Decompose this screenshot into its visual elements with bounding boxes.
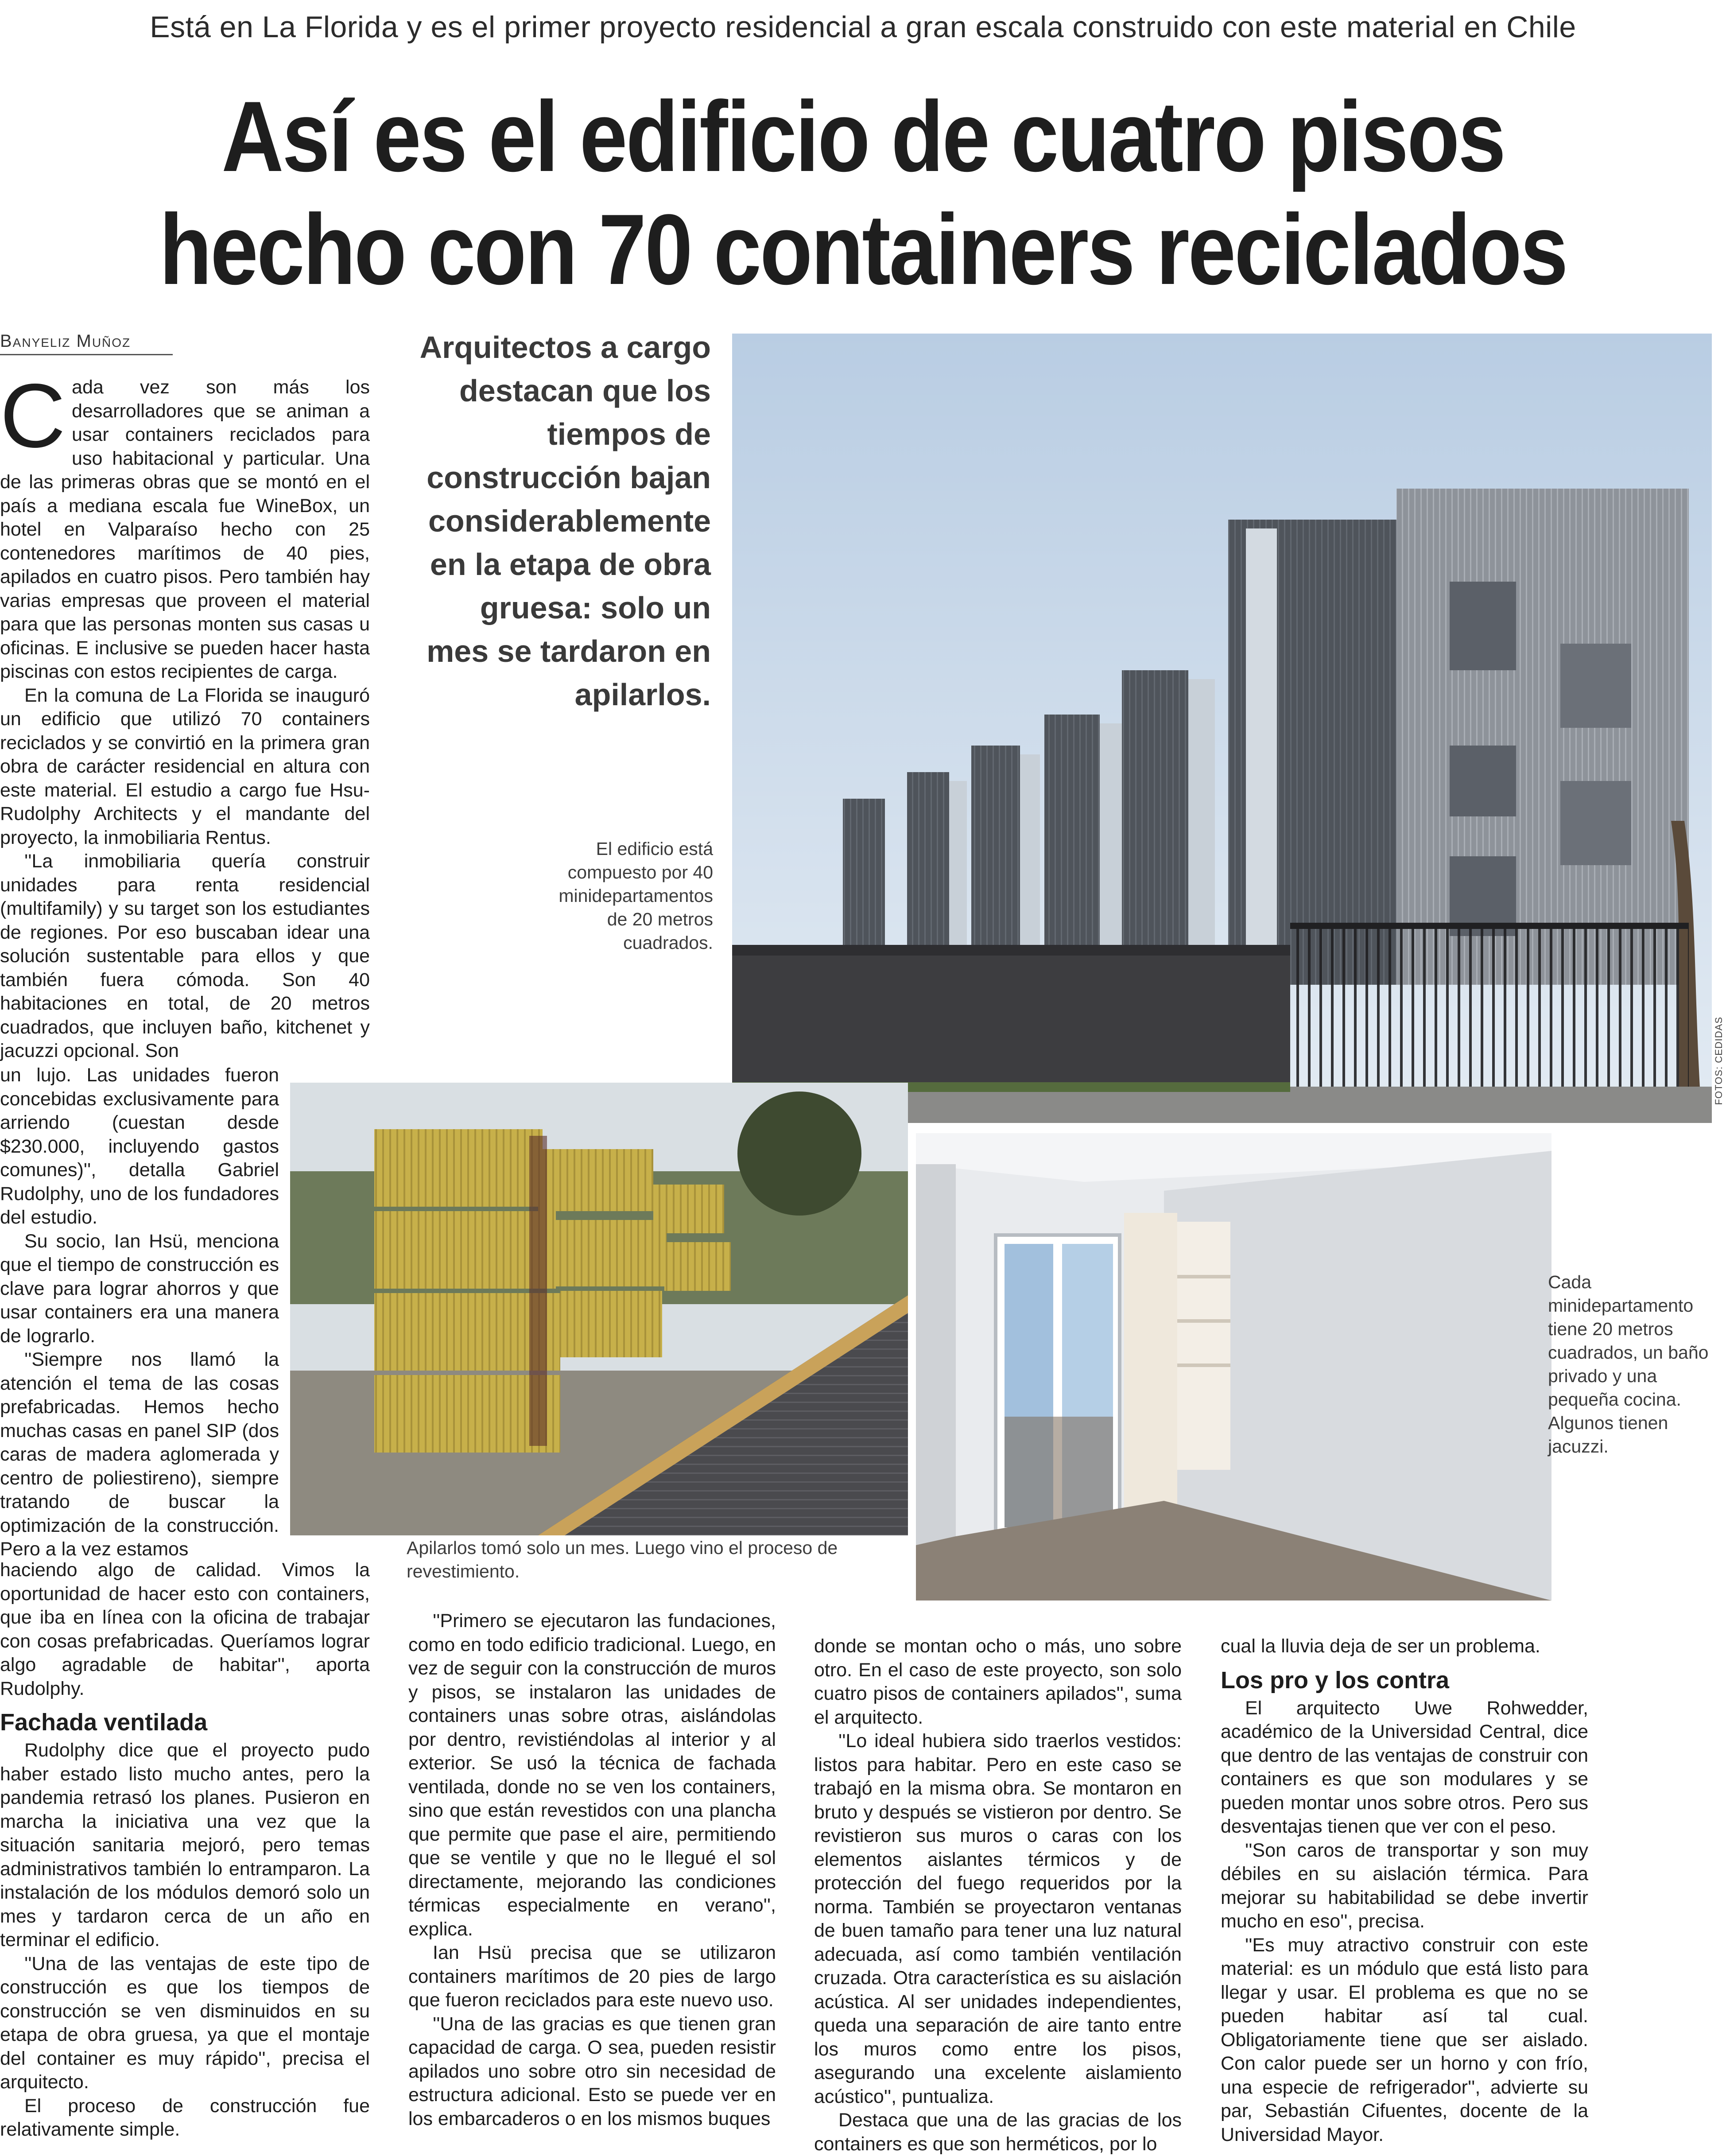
interior-photo (916, 1133, 1551, 1600)
building-photo (732, 334, 1712, 1123)
paragraph: ''Primero se ejecutaron las fundaciones, como en todo edificio tradicional. Luego, en vez de seguir con la construcción de muros y pisos, se instalaron las unidades de containers unas sobre otras, aislándolas por dentro, revistiéndolas al interior y al exterior. Se usó la técnica de fachada ventilada, donde no se ven los containers, sino que están revestidos con una plancha que permite que pase el aire, permitiendo que se ventile y que no le llegué el sol directamente, mejorando las condiciones térmicas especialmente en verano'', explica. (408, 1610, 776, 1940)
containers-photo (290, 1083, 908, 1535)
paragraph: haciendo algo de calidad. Vimos la oportunidad de hacer esto con containers, que iba en línea con la oficina de trabajar con cosas prefabricadas. Queríamos lograr algo agradable de habitar'', aporta Rudolphy. (0, 1559, 370, 1699)
building-illustration (732, 334, 1712, 1123)
headline (121, 80, 1605, 306)
article-column-1-bottom (0, 1558, 370, 2142)
paragraph: ''Lo ideal hubiera sido traerlos vestidos: listos para habitar. Pero en este caso se trabajó en la misma obra. Se montaron en bruto y después se vistieron por dentro. Se revistieron sus muros o caras con los elementos aislantes térmicos y de protección del fuego requeridos por la norma. También se proyectaron ventanas de buen tamaño para tener una luz natural adecuada, así como también ventilación cruzada. Otra característica es su aislación acústica. Al ser unidades independientes, queda una separación de aire tanto entre los muros como entre los pisos, asegurando una excelente aislamiento acústico'', puntualiza. (814, 1730, 1182, 2107)
containers-illustration (290, 1083, 908, 1535)
paragraph: ''Una de las ventajas de este tipo de construcción es que los tiempos de construcción se ven disminuidos en su etapa de obra gruesa, ya que el montaje del container es muy rápido'', precisa el arquitecto. (0, 1953, 370, 2093)
photo-credit: FOTOS: CEDIDAS (1713, 1017, 1724, 1105)
paragraph: ''Es muy atractivo construir con este material: es un módulo que está listo para llegar y usar. El problema es que no se pueden habitar así tal cual. Obligatoriamente tiene que ser aislado. Con calor puede ser un horno y con frío, una especie de refrigerador'', advierte su par, Sebastián Cifuentes, docente de la Universidad Mayor. (1221, 1934, 1588, 2145)
interior-illustration (916, 1133, 1551, 1600)
byline: Banyeliz Muñoz (0, 331, 173, 355)
paragraph: Destaca que una de las gracias de los containers es que son herméticos, por lo (814, 2109, 1182, 2155)
kicker: Está en La Florida y es el primer proyecto residencial a gran escala construido con este material en Chile (150, 10, 1576, 44)
subhead-fachada: Fachada ventilada (0, 1709, 208, 1736)
article-column-2 (408, 1609, 776, 2131)
pull-quote: Arquitectos a cargo destacan que los tiempos de construcción bajan considerablemente en la etapa de obra gruesa: solo un mes se tardaron en apilarlos. (419, 330, 711, 712)
paragraph: ''Son caros de transportar y son muy débiles en su aislación térmica. Para mejorar su habitabilidad se debe invertir mucho en eso'', precisa. (1221, 1839, 1588, 1932)
article-column-4 (1221, 1635, 1588, 2147)
paragraph: En la comuna de La Florida se inauguró un edificio que utilizó 70 containers reciclados y se convirtió en la primera gran obra de carácter residencial en altura con este material. El estudio a cargo fue Hsu-Rudolphy Architects y el mandante del proyecto, la inmobiliaria Rentus. (0, 684, 370, 848)
subhead-pro-contra: Los pro y los contra (1221, 1667, 1450, 1694)
paragraph: donde se montan ocho o más, uno sobre otro. En el caso de este proyecto, son solo cuatro pisos de containers apilados'', suma el arquitecto. (814, 1635, 1182, 1728)
caption-building: El edificio está compuesto por 40 minidepartamentos de 20 metros cuadrados. (559, 839, 713, 953)
article-column-1-top (0, 365, 370, 1063)
paragraph: ''Una de las gracias es que tienen gran capacidad de carga. O sea, pueden resistir apilados uno sobre otro sin necesidad de estructura adicional. Esto se puede ver en los embarcaderos o en los mismos buques (408, 2013, 776, 2129)
article-column-1-narrow (0, 1064, 279, 1562)
paragraph: cual la lluvia deja de ser un problema. (1221, 1635, 1540, 1657)
paragraph: ''La inmobiliaria quería construir unidades para renta residencial (multifamily) y su target son los estudiantes de regiones. Por eso buscaban idear una solución sustentable para ellos y que también fuera cómoda. Son 40 habitaciones en total, de 20 metros cuadrados, que incluyen baño, kitchenet y jacuzzi opcional. Son (0, 851, 370, 1061)
paragraph: Su socio, Ian Hsü, menciona que el tiempo de construcción es clave para lograr ahorros y que usar containers era una manera de lograrlo. (0, 1230, 279, 1347)
paragraph: Rudolphy dice que el proyecto pudo haber estado listo mucho antes, pero la pandemia retrasó los planes. Pusieron en marcha la iniciativa una vez que la situación sanitaria mejoró, pero temas administrativos también lo entramparon. La instalación de los módulos demoró solo un mes y tardaron cerca de un año en terminar el edificio. (0, 1740, 370, 1950)
paragraph: El arquitecto Uwe Rohwedder, académico de la Universidad Central, dice que dentro de las ventajas de construir con containers es que son modulares y se pueden montar unos sobre otros. Pero sus desventajas tienen que ver con el peso. (1221, 1697, 1588, 1837)
caption-stacking: Apilarlos tomó solo un mes. Luego vino el proceso de revestimiento. (407, 1538, 838, 1581)
paragraph: ''Siempre nos llamó la atención el tema de las cosas prefabricadas. Hemos hecho muchas casas en panel SIP (dos caras de madera aglomerada y centro de poliestireno), siempre tratando de buscar la optimización de la construcción. Pero a la vez estamos (0, 1349, 279, 1560)
drop-cap: C (0, 365, 66, 466)
paragraph: El proceso de construcción fue relativamente simple. (0, 2095, 370, 2140)
headline-line-1: Así es el edificio de cuatro pisos (221, 80, 1505, 192)
paragraph: Ian Hsü precisa que se utilizaron containers marítimos de 20 pies de largo que fueron reciclados para este nuevo uso. (408, 1942, 776, 2011)
paragraph: Cada vez son más los desarrolladores que se animan a usar containers reciclados para uso habitacional y particular. Una de las primeras obras que se montó en el país a mediana escala fue WineBox, un hotel en Valparaíso hecho con 25 contenedores marítimos de 40 pies, apilados en cuatro pisos. Pero también hay varias empresas que proveen el material para que las personas monten sus casas u oficinas. E inclusive se pueden hacer hasta piscinas con estos recipientes de carga. (0, 365, 370, 682)
headline-line-2: hecho con 70 containers reciclados (159, 193, 1567, 305)
article-column-3 (814, 1635, 1182, 2156)
caption-interior: Cada minidepartamento tiene 20 metros cuadrados, un baño privado y una pequeña cocina. Algunos tienen jacuzzi. (1548, 1272, 1709, 1457)
paragraph: un lujo. Las unidades fueron concebidas exclusivamente para arriendo (cuestan desde $230.000, incluyendo gastos comunes)'', detalla Gabriel Rudolphy, uno de los fundadores del estudio. (0, 1064, 279, 1228)
